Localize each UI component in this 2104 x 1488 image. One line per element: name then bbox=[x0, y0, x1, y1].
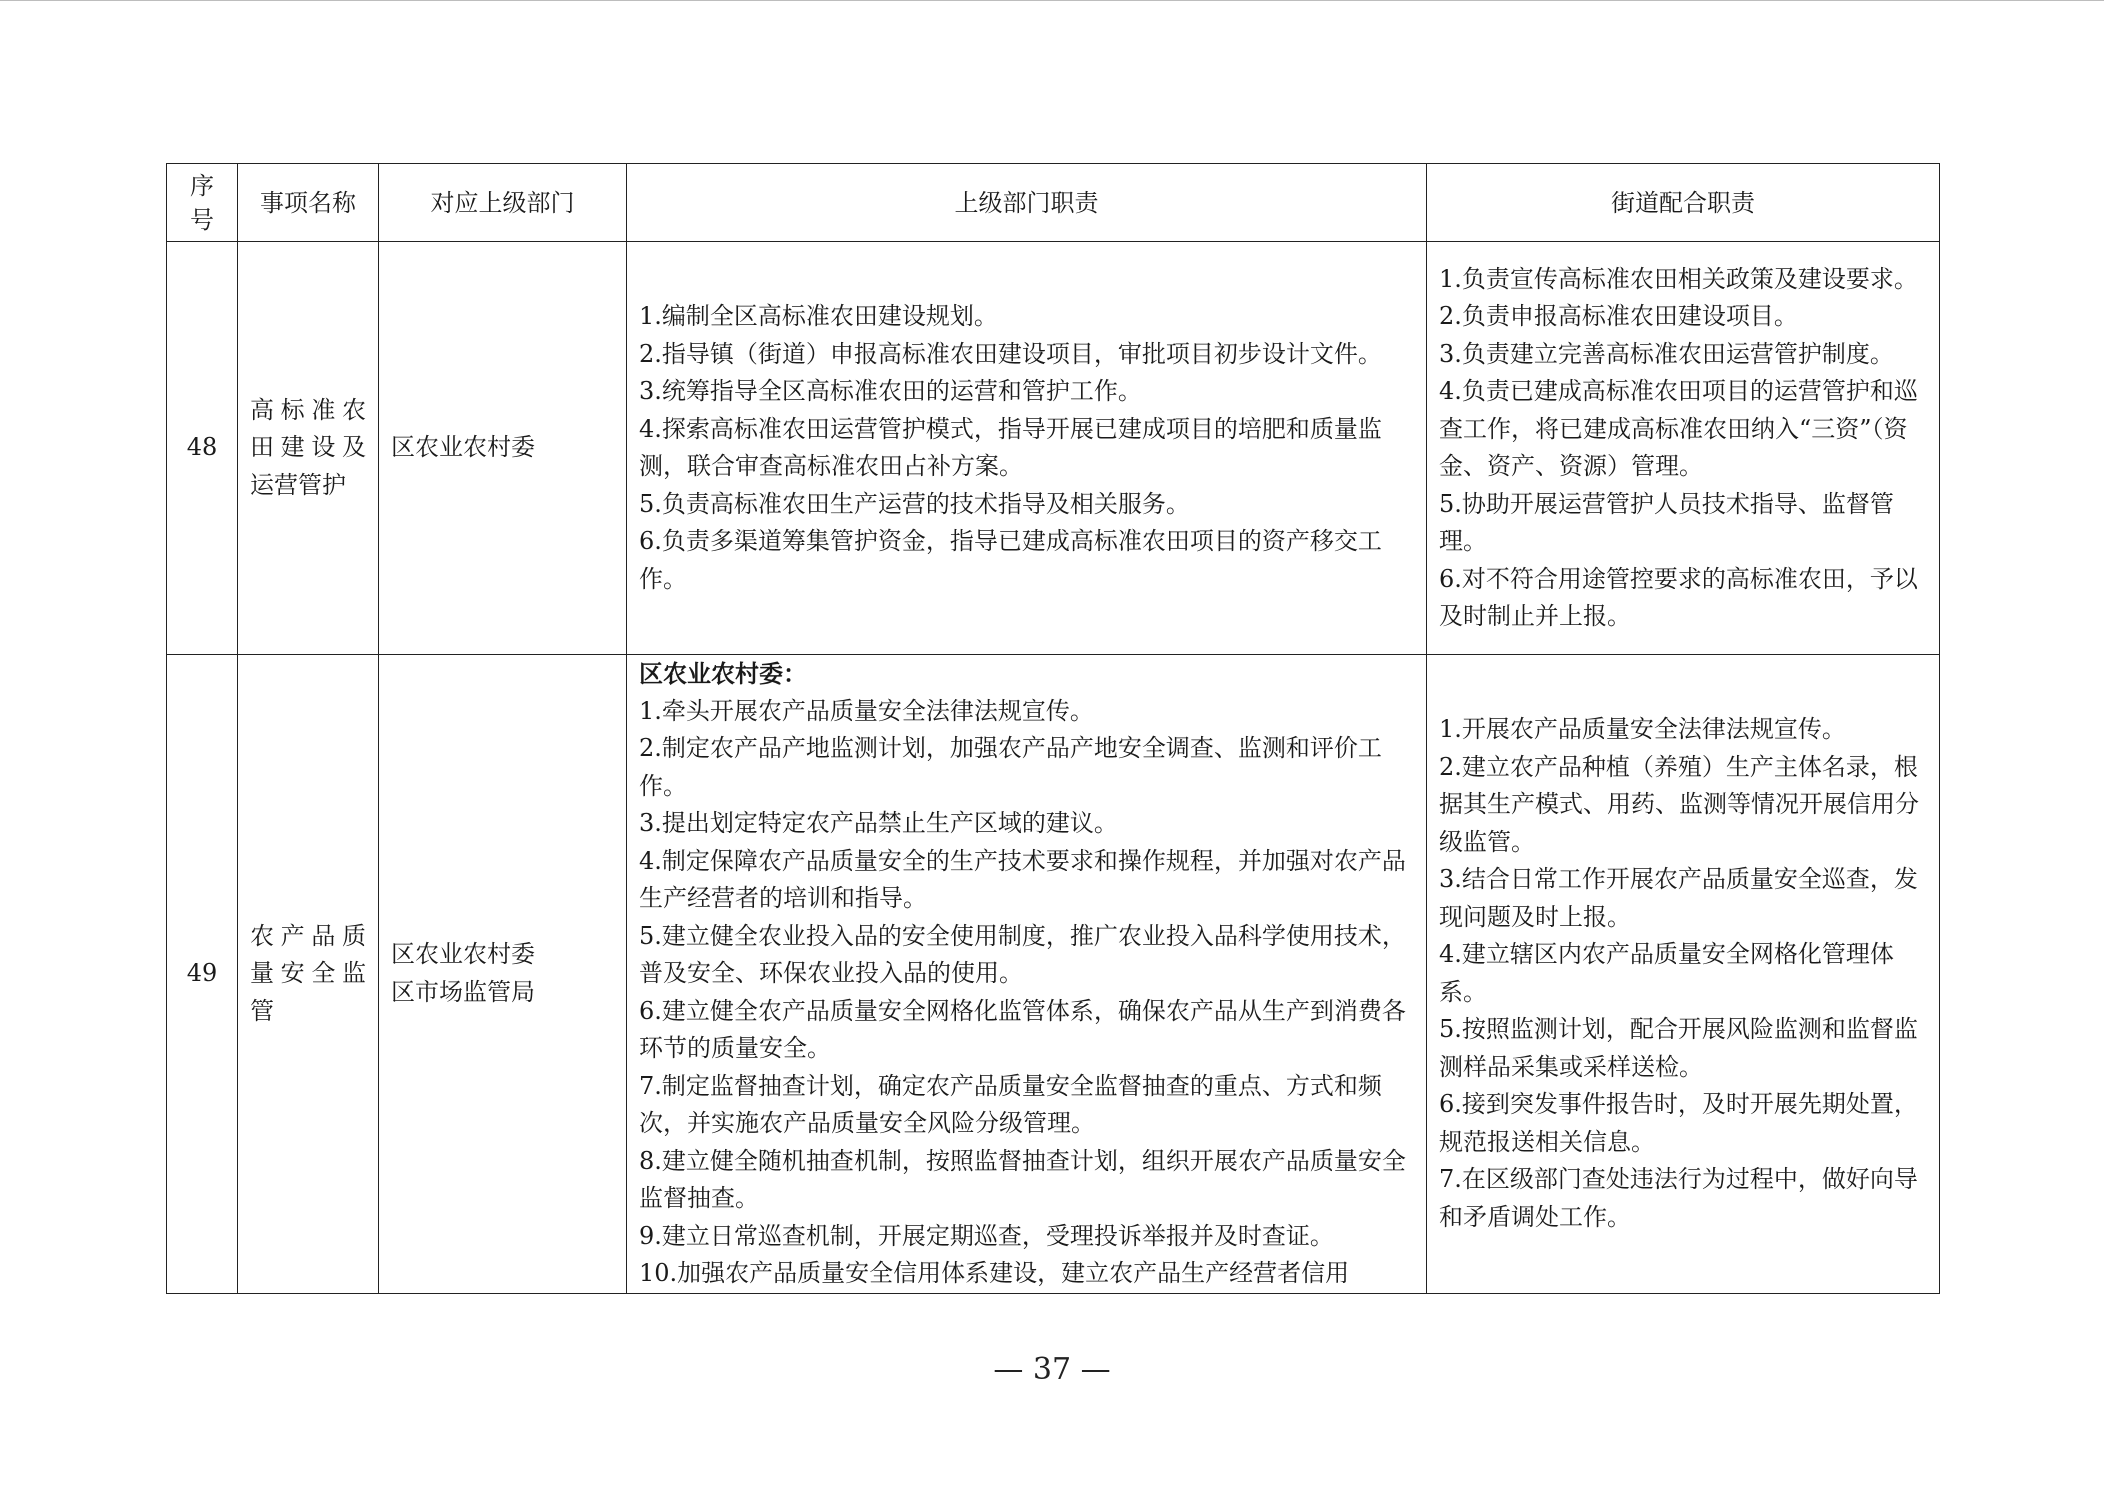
duty-item: 2.制定农产品产地监测计划，加强农产品产地安全调查、监测和评价工作。 bbox=[639, 734, 1382, 800]
dept-name: 区市场监管局 bbox=[391, 977, 535, 1006]
street-duty-item: 1.负责宣传高标准农田相关政策及建设要求。 bbox=[1439, 264, 1918, 293]
dept-name: 区农业农村委 bbox=[391, 433, 535, 462]
row-seq: 48 bbox=[167, 242, 238, 655]
row-item-name: 高标准农田建设及运营管护 bbox=[238, 242, 379, 655]
table-header-row bbox=[167, 164, 1940, 242]
street-duty-item: 6.对不符合用途管控要求的高标准农田，予以及时制止并上报。 bbox=[1439, 564, 1918, 630]
street-duty-item: 5.按照监测计划，配合开展风险监测和监督监测样品采集或采样送检。 bbox=[1439, 1015, 1918, 1081]
duty-item: 7.制定监督抽查计划，确定农产品质量安全监督抽查的重点、方式和频次，并实施农产品质量安全风险分级管理。 bbox=[639, 1071, 1382, 1137]
duty-item: 3.统筹指导全区高标准农田的运营和管护工作。 bbox=[639, 377, 1142, 405]
header-street-duty: 街道配合职责 bbox=[1427, 164, 1940, 242]
header-dept: 对应上级部门 bbox=[379, 164, 627, 242]
street-duty-item: 7.在区级部门查处违法行为过程中，做好向导和矛盾调处工作。 bbox=[1439, 1165, 1918, 1231]
duty-item: 4.探索高标准农田运营管护模式，指导开展已建成项目的培肥和质量监测，联合审查高标准农田占补方案。 bbox=[639, 414, 1382, 480]
duty-table bbox=[166, 163, 1940, 1294]
street-duty-item: 1.开展农产品质量安全法律法规宣传。 bbox=[1439, 715, 1846, 744]
duty-item: 4.制定保障农产品质量安全的生产技术要求和操作规程，并加强对农产品生产经营者的培训和指导。 bbox=[639, 846, 1406, 912]
row-street-duties bbox=[1427, 242, 1940, 655]
table-row bbox=[167, 242, 1940, 655]
street-duty-item: 2.建立农产品种植（养殖）生产主体名录，根据其生产模式、用药、监测等情况开展信用分级监管。 bbox=[1439, 752, 1919, 856]
duty-dept-heading: 区农业农村委： bbox=[639, 659, 807, 688]
duty-item: 1.牵头开展农产品质量安全法律法规宣传。 bbox=[639, 696, 1094, 725]
duty-item: 2.指导镇（街道）申报高标准农田建设项目，审批项目初步设计文件。 bbox=[639, 339, 1382, 368]
table-row bbox=[167, 655, 1940, 1294]
street-duty-item: 4.负责已建成高标准农田项目的运营管护和巡查工作，将已建成高标准农田纳入“三资”（资金、资产、资源）管理。 bbox=[1439, 377, 1918, 480]
row-upper-duties bbox=[627, 242, 1427, 655]
row-dept bbox=[379, 655, 627, 1294]
header-name: 事项名称 bbox=[238, 164, 379, 242]
duty-item: 6.负责多渠道筹集管护资金，指导已建成高标准农田项目的资产移交工作。 bbox=[639, 527, 1382, 593]
duty-item: 5.负责高标准农田生产运营的技术指导及相关服务。 bbox=[639, 489, 1190, 518]
row-upper-duties bbox=[627, 655, 1427, 1294]
row-item-name: 农产品质量安全监管 bbox=[238, 655, 379, 1294]
street-duty-item: 2.负责申报高标准农田建设项目。 bbox=[1439, 302, 1798, 330]
duty-item: 10.加强农产品质量安全信用体系建设，建立农产品生产经营者信用 bbox=[639, 1259, 1350, 1287]
street-duty-item: 3.结合日常工作开展农产品质量安全巡查，发现问题及时上报。 bbox=[1439, 865, 1918, 931]
page-number: — 37 — bbox=[993, 1352, 1111, 1387]
header-seq: 序 号 bbox=[167, 164, 238, 242]
header-upper-duty: 上级部门职责 bbox=[627, 164, 1427, 242]
dept-name: 区农业农村委 bbox=[391, 940, 535, 969]
duty-item: 5.建立健全农业投入品的安全使用制度，推广农业投入品科学使用技术，普及安全、环保农业投入品的使用。 bbox=[639, 921, 1406, 987]
street-duty-item: 3.负责建立完善高标准农田运营管护制度。 bbox=[1439, 339, 1894, 368]
duty-item: 9.建立日常巡查机制，开展定期巡查，受理投诉举报并及时查证。 bbox=[639, 1221, 1334, 1250]
row-dept bbox=[379, 242, 627, 655]
duty-item: 1.编制全区高标准农田建设规划。 bbox=[639, 302, 998, 330]
duty-item: 8.建立健全随机抽查机制，按照监督抽查计划，组织开展农产品质量安全监督抽查。 bbox=[639, 1146, 1406, 1212]
row-street-duties bbox=[1427, 655, 1940, 1294]
duty-item: 3.提出划定特定农产品禁止生产区域的建议。 bbox=[639, 809, 1118, 837]
street-duty-item: 4.建立辖区内农产品质量安全网格化管理体系。 bbox=[1439, 940, 1894, 1006]
street-duty-item: 6.接到突发事件报告时，及时开展先期处置，规范报送相关信息。 bbox=[1439, 1090, 1918, 1156]
row-seq: 49 bbox=[167, 655, 238, 1294]
duty-item: 6.建立健全农产品质量安全网格化监管体系，确保农产品从生产到消费各环节的质量安全。 bbox=[639, 996, 1406, 1062]
street-duty-item: 5.协助开展运营管护人员技术指导、监督管理。 bbox=[1439, 489, 1894, 555]
